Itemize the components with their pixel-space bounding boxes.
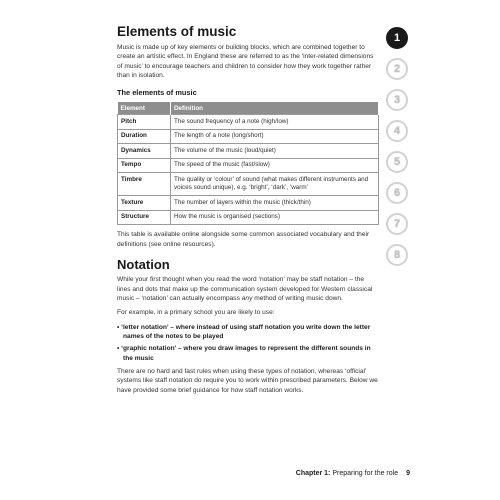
notation-p1-end: method of writing music down. [252,294,343,302]
chapter-tab-1[interactable]: 1 [386,27,408,49]
column-header-definition: Definition [171,102,379,115]
element-definition: The speed of the music (fast/slow) [171,158,379,173]
element-definition: How the music is organised (sections) [171,210,379,225]
element-term: Tempo [118,158,171,173]
notation-p1-emphasis: any [241,294,253,302]
element-definition: The length of a note (long/short) [171,129,379,144]
table-row [118,158,379,173]
table-row [118,144,379,159]
element-term: Pitch [118,115,171,130]
table-row [118,173,379,196]
notation-paragraph-1 [117,275,379,303]
list-item: • ‘graphic notation’ – where you draw images to represent the different sounds in the music [117,345,371,362]
table-row [118,115,379,130]
list-item: • ‘letter notation’ – where instead of using staff notation you write down the letter names of the notes to be played [117,323,371,340]
page-footer [280,470,410,477]
table-note: This table is available online alongside some common associated vocabulary and their definitions (see online resources). [117,231,370,248]
table-header-row [118,102,379,115]
column-header-element: Element [118,102,171,115]
chapter-tab-6[interactable]: 6 [386,182,408,204]
element-term: Dynamics [118,144,171,159]
element-definition: The number of layers within the music (thick/thin) [171,196,379,211]
chapter-tab-4[interactable]: 4 [386,120,408,142]
element-term: Timbre [118,173,171,196]
notation-p1-start: While your first thought when you read the word ‘notation’ may be staff notation – the lines and dots that make up the communication system developed for Western classical music – ‘notation’ can actually encompass [117,276,373,302]
table-row [118,129,379,144]
elements-table [117,102,379,225]
chapter-tabs [386,27,414,275]
chapter-tab-5[interactable]: 5 [386,151,408,173]
section-title: Elements of music [117,24,237,39]
notation-paragraph-2: For example, in a primary school you are likely to use: [117,309,275,317]
chapter-tab-3[interactable]: 3 [386,89,408,111]
element-term: Duration [118,129,171,144]
notation-bullet-list [117,323,379,363]
table-row [118,210,379,225]
element-definition: The sound frequency of a note (high/low) [171,115,379,130]
notation-paragraph-3: There are no hard and fast rules when using these types of notation, whereas ‘official’ systems like staff notation do require you to work within prescribed parameters. Below we have provided some brief guidance for how staff notation works. [117,368,378,394]
chapter-tab-8[interactable]: 8 [386,244,408,266]
element-term: Texture [118,196,171,211]
element-term: Structure [118,210,171,225]
element-definition: The volume of the music (loud/quiet) [171,144,379,159]
table-row [118,196,379,211]
footer-chapter-label: Chapter 1: [295,470,331,477]
chapter-tab-2[interactable]: 2 [386,58,408,80]
element-definition: The quality or ‘colour’ of sound (what makes different instruments and voices sound unique), e.g. ‘bright’, ‘dark’, ‘warm’ [171,173,379,196]
table-heading: The elements of music [117,88,197,98]
footer-chapter-title: Preparing for the role [330,470,399,477]
page-content [117,24,379,400]
intro-paragraph: Music is made up of key elements or building blocks, which are combined together to create an artistic effect. In England these are referred to as the ‘inter-related dimensions of music’ to encourage teachers and children to consider how they work together rather than in isolation. [117,44,374,80]
page-number: 9 [406,470,410,477]
chapter-tab-7[interactable]: 7 [386,213,408,235]
notation-title: Notation [117,257,170,273]
